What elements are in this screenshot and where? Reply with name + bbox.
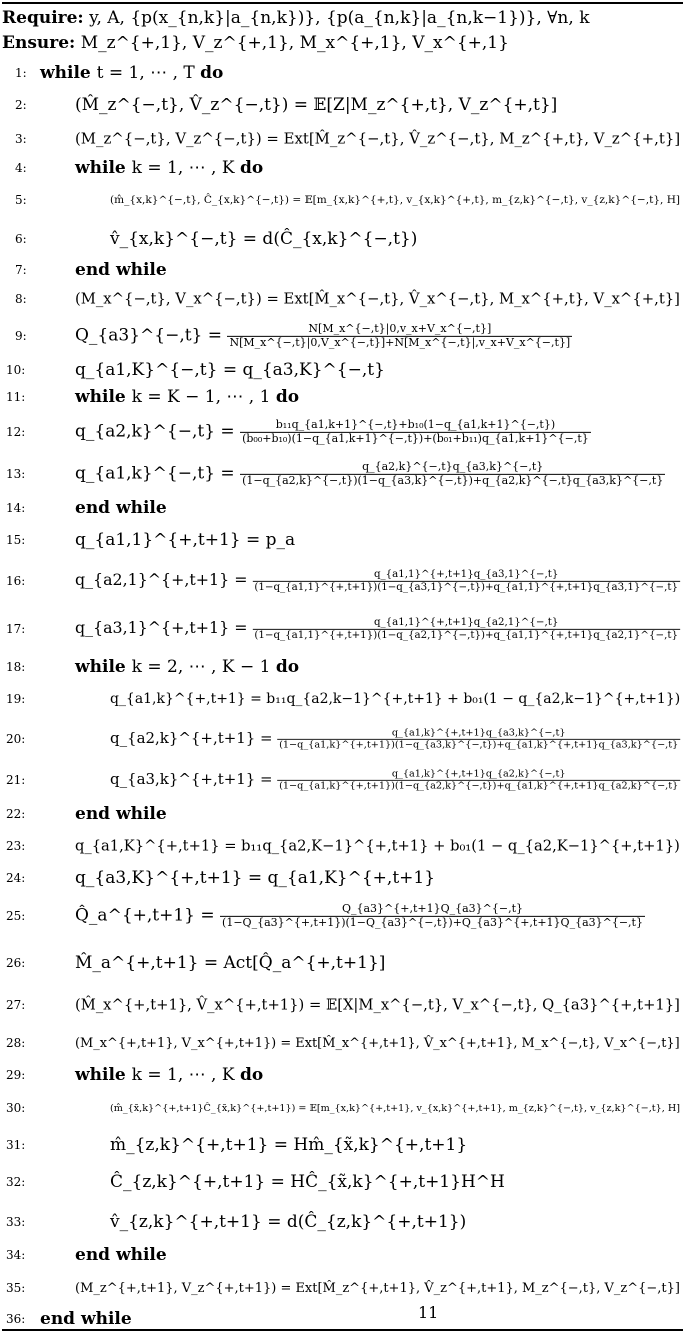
algorithm-line <box>0 718 685 760</box>
line-code <box>110 1135 467 1155</box>
require-text: y, A, {p(x_{n,k}|a_{n,k})}, {p(a_{n,k}|a_{n,k−1})}, ∀n, k <box>89 8 590 28</box>
algorithm-line <box>0 1162 685 1202</box>
line-code <box>75 498 167 518</box>
keyword: end while <box>75 260 167 280</box>
keyword: while <box>75 1065 132 1085</box>
line-number: 24: <box>6 871 26 885</box>
line-number: 32: <box>6 1175 26 1189</box>
line-number: 12: <box>6 425 26 439</box>
ensure-line <box>0 30 685 56</box>
fraction <box>220 903 645 929</box>
denominator: (1−Q_{a3}^{+,t+1})(1−Q_{a3}^{−,t})+Q_{a3}^{+,t+1}Q_{a3}^{−,t} <box>222 915 643 929</box>
algorithm-line <box>0 864 685 892</box>
line-number: 17: <box>6 622 26 636</box>
line-code <box>75 804 167 824</box>
algorithm-line <box>0 1308 685 1330</box>
line-number: 22: <box>6 807 26 821</box>
algorithm-line <box>0 258 685 282</box>
denominator: (1−q_{a1,k}^{+,t+1})(1−q_{a2,k}^{−,t})+q_{a1,k}^{+,t+1}q_{a2,k}^{−,t} <box>279 779 679 791</box>
keyword: do <box>275 387 300 407</box>
line-code <box>110 229 417 249</box>
statement: q_{a3,K}^{+,t+1} = q_{a1,K}^{+,t+1} <box>75 868 436 888</box>
line-number: 31: <box>6 1138 26 1152</box>
line-number: 7: <box>15 263 27 277</box>
line-code <box>40 63 223 83</box>
fraction <box>240 461 665 487</box>
line-code <box>75 130 680 148</box>
statement: M̂_a^{+,t+1} = Act[Q̂_a^{+,t+1}] <box>75 953 386 973</box>
numerator: q_{a1,1}^{+,t+1}q_{a2,1}^{−,t} <box>373 615 559 628</box>
require-label: Require: <box>2 8 84 28</box>
statement: q_{a1,K}^{−,t} = q_{a3,K}^{−,t} <box>75 360 385 380</box>
algorithm-line <box>0 1088 685 1128</box>
top-rule <box>2 2 683 4</box>
line-number: 21: <box>6 773 26 787</box>
algorithm-line <box>0 760 685 800</box>
fraction <box>277 727 680 750</box>
line-code <box>75 387 299 407</box>
statement: Q_{a3}^{−,t} = <box>75 325 228 346</box>
numerator: q_{a1,k}^{+,t+1}q_{a2,k}^{−,t} <box>391 767 566 779</box>
statement: q_{a1,K}^{+,t+1} = b₁₁q_{a2,K−1}^{+,t+1} + b₀₁(1 − q_{a2,K−1}^{+,t+1}) <box>75 837 680 855</box>
algorithm-line <box>0 1062 685 1088</box>
statement: q_{a1,k}^{−,t} = <box>75 463 241 484</box>
fraction <box>240 419 591 445</box>
line-code <box>110 768 680 791</box>
require-line <box>0 6 685 30</box>
keyword: end while <box>40 1309 132 1329</box>
ensure-text: M_z^{+,1}, V_z^{+,1}, M_x^{+,1}, V_x^{+,1} <box>80 33 509 53</box>
statement: (m̂_{x,k}^{−,t}, Ĉ_{x,k}^{−,t}) = 𝔼[m_{x,k}^{+,t}, v_{x,k}^{+,t}, m_{z,k}^{−,t}, v_{z,k}^{−,t}, H] <box>110 193 681 207</box>
line-number: 5: <box>15 193 27 207</box>
numerator: q_{a1,k}^{+,t+1}q_{a3,k}^{−,t} <box>391 726 566 738</box>
algorithm-line <box>0 180 685 220</box>
denominator: (1−q_{a2,k}^{−,t})(1−q_{a3,k}^{−,t})+q_{a2,k}^{−,t}q_{a3,k}^{−,t} <box>242 473 664 487</box>
denominator: (1−q_{a1,1}^{+,t+1})(1−q_{a3,1}^{−,t})+q_{a1,1}^{+,t+1}q_{a3,1}^{−,t} <box>254 580 678 593</box>
line-code <box>75 158 263 178</box>
keyword: end while <box>75 498 167 518</box>
line-number: 9: <box>15 329 27 343</box>
statement: v̂_{x,k}^{−,t} = d(Ĉ_{x,k}^{−,t}) <box>110 229 418 249</box>
algorithm-line <box>0 604 685 654</box>
algorithm-line <box>0 1128 685 1162</box>
line-code <box>75 1280 680 1295</box>
numerator: q_{a1,1}^{+,t+1}q_{a3,1}^{−,t} <box>373 567 559 580</box>
statement: q_{a3,k}^{+,t+1} = <box>110 770 278 789</box>
line-number: 11: <box>6 390 26 404</box>
statement: Q̂_a^{+,t+1} = <box>75 905 221 926</box>
line-code <box>75 953 385 973</box>
line-number: 2: <box>15 98 27 112</box>
line-code <box>75 903 645 929</box>
statement: (m̂_{x̃,k}^{+,t+1}Ĉ_{x̃,k}^{+,t+1}) = 𝔼[m_{x,k}^{+,t+1}, v_{x,k}^{+,t+1}, m_{z,k}^{−,t}, v_{z,k}^{−,t}, H] <box>110 1102 680 1114</box>
statement: k = 1, ⋯ , K <box>131 1065 240 1085</box>
line-code <box>75 419 591 445</box>
line-number: 15: <box>6 533 26 547</box>
line-number: 19: <box>6 692 26 706</box>
statement: (M_z^{−,t}, V_z^{−,t}) = Ext[M̂_z^{−,t}, V̂_z^{−,t}, M_z^{+,t}, V_z^{+,t}] <box>75 130 681 148</box>
statement: v̂_{z,k}^{+,t+1} = d(Ĉ_{z,k}^{+,t+1}) <box>110 1212 467 1232</box>
numerator: N[M_x^{−,t}|0,v_x+V_x^{−,t}] <box>308 321 492 335</box>
algorithm-line <box>0 828 685 864</box>
keyword: while <box>75 158 132 178</box>
line-code <box>75 290 680 307</box>
line-number: 10: <box>6 363 26 377</box>
line-code <box>75 1065 263 1085</box>
line-code <box>75 569 680 593</box>
line-code <box>110 194 680 206</box>
statement: Ĉ_{z,k}^{+,t+1} = HĈ_{x̃,k}^{+,t+1}H^H <box>110 1172 505 1192</box>
keyword: do <box>239 158 264 178</box>
line-code <box>75 95 557 115</box>
line-number: 34: <box>6 1248 26 1262</box>
statement: q_{a1,k}^{+,t+1} = b₁₁q_{a2,k−1}^{+,t+1} + b₀₁(1 − q_{a2,k−1}^{+,t+1}) <box>110 690 681 708</box>
statement: (M_x^{−,t}, V_x^{−,t}) = Ext[M̂_x^{−,t}, V̂_x^{−,t}, M_x^{+,t}, V_x^{+,t}] <box>75 290 680 308</box>
keyword: end while <box>75 804 167 824</box>
line-code <box>110 727 680 750</box>
line-code <box>110 1102 680 1113</box>
line-code <box>110 691 680 707</box>
denominator: (1−q_{a1,k}^{+,t+1})(1−q_{a3,k}^{−,t})+q_{a1,k}^{+,t+1}q_{a3,k}^{−,t} <box>279 738 679 750</box>
line-code <box>75 996 680 1013</box>
keyword: end while <box>75 1245 167 1265</box>
algorithm-line <box>0 654 685 680</box>
line-number: 18: <box>6 660 26 674</box>
line-number: 4: <box>15 161 27 175</box>
numerator: Q_{a3}^{+,t+1}Q_{a3}^{−,t} <box>341 901 524 915</box>
line-number: 3: <box>15 132 27 146</box>
statement: (M̂_z^{−,t}, V̂_z^{−,t}) = 𝔼[Z|M_z^{+,t}, V_z^{+,t}] <box>75 95 558 115</box>
line-number: 26: <box>6 956 26 970</box>
line-number: 27: <box>6 998 26 1012</box>
line-code <box>75 1245 167 1265</box>
line-code <box>75 868 435 888</box>
bottom-rule <box>2 1329 683 1331</box>
algorithm-line <box>0 220 685 258</box>
statement: k = 1, ⋯ , K <box>131 158 240 178</box>
line-number: 36: <box>6 1312 26 1326</box>
statement: q_{a1,1}^{+,t+1} = p_a <box>75 530 296 550</box>
algorithm-line <box>0 986 685 1024</box>
line-number: 20: <box>6 732 26 746</box>
page-number: 11 <box>418 1303 439 1322</box>
line-code <box>75 530 295 550</box>
denominator: (1−q_{a1,1}^{+,t+1})(1−q_{a2,1}^{−,t})+q_{a1,1}^{+,t+1}q_{a2,1}^{−,t} <box>254 628 678 641</box>
line-number: 35: <box>6 1281 26 1295</box>
algorithm-line <box>0 494 685 522</box>
algorithm-line <box>0 522 685 558</box>
line-number: 33: <box>6 1215 26 1229</box>
statement: (M_x^{+,t+1}, V_x^{+,t+1}) = Ext[M̂_x^{+,t+1}, V̂_x^{+,t+1}, M_x^{−,t}, V_x^{−,t}] <box>75 1035 680 1051</box>
statement: (M_z^{+,t+1}, V_z^{+,t+1}) = Ext[M̂_z^{+,t+1}, V̂_z^{+,t+1}, M_z^{−,t}, V_z^{−,t}] <box>75 1280 680 1296</box>
keyword: do <box>275 657 300 677</box>
keyword: do <box>239 1065 264 1085</box>
algorithm-line <box>0 1242 685 1268</box>
line-code <box>40 1309 132 1329</box>
algorithm-line <box>0 88 685 122</box>
algorithm-line <box>0 282 685 316</box>
ensure-label: Ensure: <box>2 33 76 53</box>
line-number: 29: <box>6 1068 26 1082</box>
line-code <box>75 617 680 641</box>
line-number: 23: <box>6 839 26 853</box>
fraction <box>227 323 572 349</box>
algorithm-line <box>0 558 685 604</box>
algorithm-line <box>0 1268 685 1308</box>
statement: q_{a2,1}^{+,t+1} = <box>75 571 253 590</box>
algorithm-line <box>0 356 685 384</box>
line-number: 13: <box>6 467 26 481</box>
algorithm-line <box>0 940 685 986</box>
denominator: (b₀₀+b₁₀)(1−q_{a1,k+1}^{−,t})+(b₀₁+b₁₁)q_{a1,k+1}^{−,t} <box>242 431 589 445</box>
line-code <box>75 323 572 349</box>
fraction <box>277 768 680 791</box>
algorithm-line <box>0 384 685 410</box>
algorithm-line <box>0 410 685 454</box>
algorithm-line <box>0 61 685 85</box>
line-number: 6: <box>15 232 27 246</box>
denominator: N[M_x^{−,t}|0,V_x^{−,t}]+N[M_x^{−,t}|,v_x+V_x^{−,t}] <box>229 335 571 349</box>
statement: q_{a2,k}^{−,t} = <box>75 421 241 442</box>
statement: k = K − 1, ⋯ , 1 <box>131 387 276 407</box>
algorithm-line <box>0 1024 685 1062</box>
algorithm-line <box>0 454 685 494</box>
line-code <box>75 1035 680 1050</box>
line-code <box>75 657 299 677</box>
line-number: 14: <box>6 501 26 515</box>
fraction <box>253 617 680 641</box>
keyword: while <box>75 387 132 407</box>
numerator: q_{a2,k}^{−,t}q_{a3,k}^{−,t} <box>362 459 544 473</box>
statement: q_{a3,1}^{+,t+1} = <box>75 619 253 638</box>
algorithm-line <box>0 892 685 940</box>
algorithm-line <box>0 316 685 356</box>
line-code <box>75 461 665 487</box>
keyword: while <box>40 63 97 83</box>
fraction <box>253 569 680 593</box>
line-number: 8: <box>15 292 27 306</box>
keyword: do <box>200 63 224 83</box>
line-number: 16: <box>6 574 26 588</box>
line-number: 28: <box>6 1036 26 1050</box>
line-code <box>75 360 385 380</box>
line-code <box>110 1172 505 1192</box>
statement: (M̂_x^{+,t+1}, V̂_x^{+,t+1}) = 𝔼[X|M_x^{−,t}, V_x^{−,t}, Q_{a3}^{+,t+1}] <box>75 996 680 1014</box>
statement: m̂_{z,k}^{+,t+1} = Hm̂_{x̃,k}^{+,t+1} <box>110 1135 468 1155</box>
line-number: 30: <box>6 1101 26 1115</box>
algorithm-line <box>0 122 685 156</box>
line-number: 25: <box>6 909 26 923</box>
statement: t = 1, ⋯ , T <box>96 63 201 83</box>
statement: k = 2, ⋯ , K − 1 <box>131 657 276 677</box>
algorithm-line <box>0 1202 685 1242</box>
line-code <box>110 1212 466 1232</box>
numerator: b₁₁q_{a1,k+1}^{−,t}+b₁₀(1−q_{a1,k+1}^{−,t}) <box>275 417 556 431</box>
line-code <box>75 260 167 280</box>
algorithm-line <box>0 800 685 828</box>
algorithm-line <box>0 680 685 718</box>
line-code <box>75 837 680 854</box>
statement: q_{a2,k}^{+,t+1} = <box>110 729 278 748</box>
keyword: while <box>75 657 132 677</box>
algorithm-line <box>0 156 685 180</box>
line-number: 1: <box>15 66 27 80</box>
